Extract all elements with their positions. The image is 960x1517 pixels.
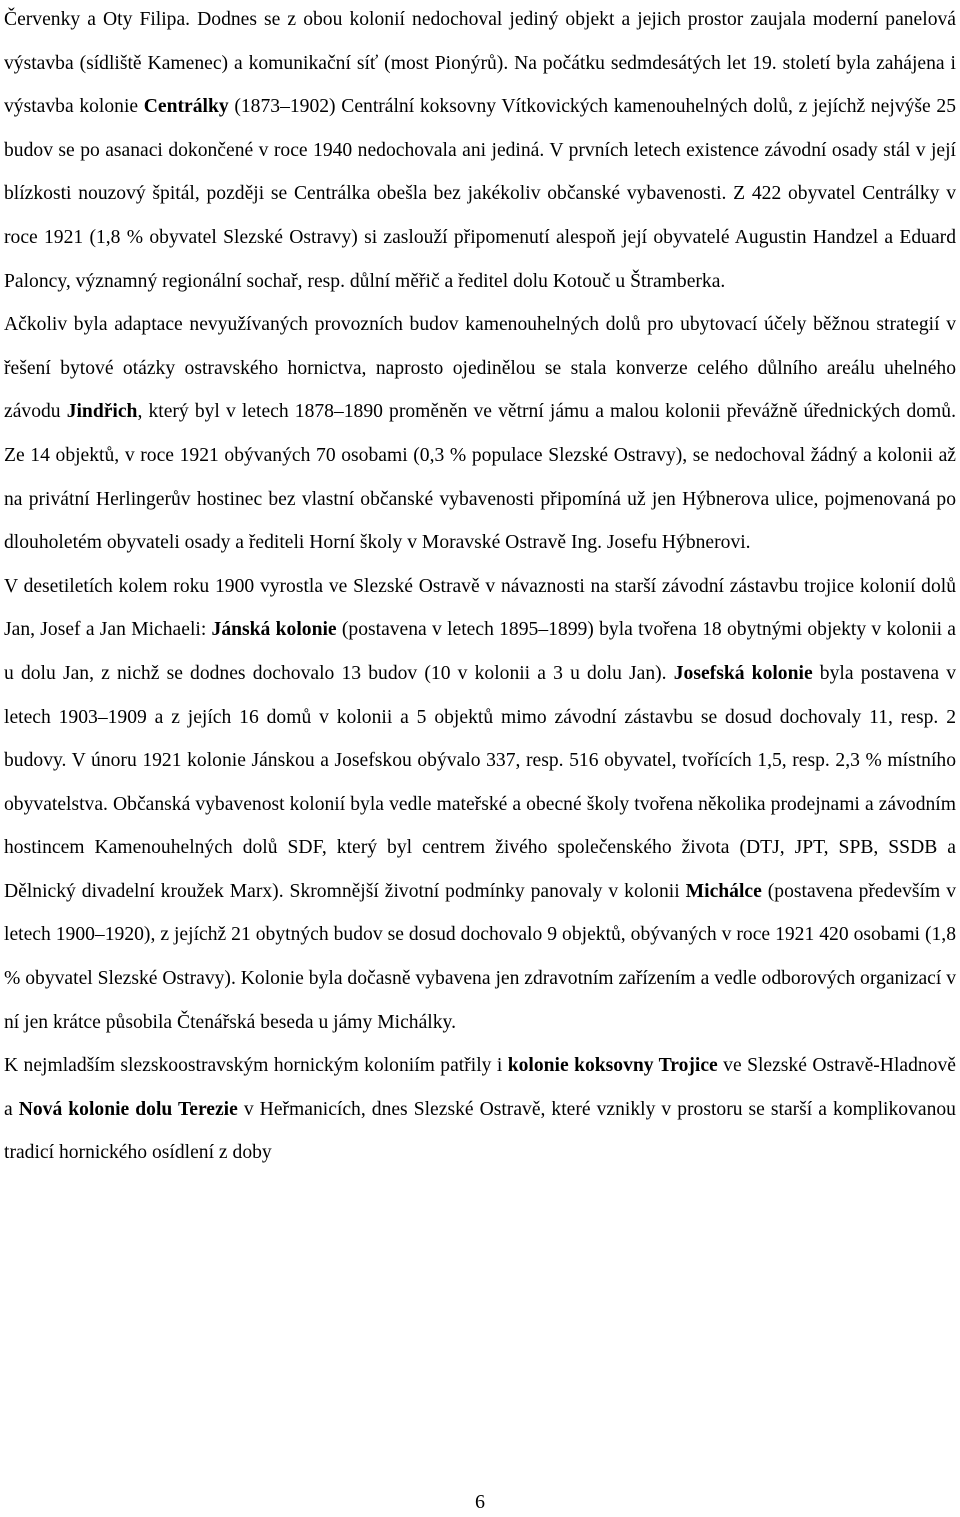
text-run: (1873–1902) Centrální koksovny Vítkovických kamenouhelných dolů, z jejíchž nejvýše 25 budov se po asanaci dokončené v roce 1940 nedochovala ani jediná. V prvních letech existence závodní osady stál v její blízkosti nouzový špitál, později se Centrálka obešla bez jakékoliv občanské vybavenosti. Z 422 obyvatel Centrálky v roce 1921 (1,8 % obyvatel Slezské Ostravy) si zaslouží připomenutí alespoň její obyvatelé Augustin Handzel a Eduard Paloncy, významný regionální sochař, resp. důlní měřič a ředitel dolu Kotouč u Štramberka. — [4, 96, 956, 292]
text-run: Ačkoliv byla adaptace nevyužívaných provozních budov kamenouhelných dolů pro ubytovací účely běžnou strategií v řešení bytové otázky ostravského hornictva, naprosto ojedinělou se stala konverze celého důlního areálu uhelného závodu — [4, 314, 956, 423]
bold-term-terezie: Nová kolonie dolu Terezie — [18, 1098, 238, 1120]
paragraph-jindrich — [4, 303, 956, 565]
text-run: , který byl v letech 1878–1890 proměněn ve větrní jámu a malou kolonii převážně úřednických domů. Ze 14 objektů, v roce 1921 obývaných 70 osobami (0,3 % populace Slezské Ostravy), se nedochoval žádný a kolonii až na privátní Herlingerův hostinec bez vlastní občanské vybavenosti připomíná už jen Hýbnerova ulice, pojmenovaná po dlouholetém obyvateli osady a řediteli Horní školy v Moravské Ostravě Ing. Josefu Hýbnerovi. — [4, 401, 956, 554]
text-run: (postavena především v letech 1900–1920), z jejíchž 21 obytných budov se dosud dochovalo 9 objektů, obývaných v roce 1921 420 osobami (1,8 % obyvatel Slezské Ostravy). Kolonie byla dočasně vybavena jen zdravotním zařízením a vedle odborových organizací v ní jen krátce působila Čtenářská beseda u jámy Michálky. — [4, 880, 956, 1033]
bold-term-josefska-kolonie: Josefská kolonie — [673, 662, 813, 684]
text-run: v Heřmanicích, dnes Slezské Ostravě, které vznikly v prostoru se starší a komplikovanou tradicí hornického osídlení z doby — [4, 1098, 956, 1164]
paragraph-trojice-terezie — [4, 1044, 956, 1175]
page-number: 6 — [475, 1491, 485, 1513]
text-run: Červenky a Oty Filipa. Dodnes se z obou kolonií nedochoval jediný objekt a jejich prostor zaujala moderní panelová výstavba (sídliště Kamenec) a komunikační síť (most Pionýrů). Na počátku sedmdesátých let 19. století byla zahájena i výstavba kolonie — [4, 9, 956, 118]
text-run: (postavena v letech 1895–1899) byla tvořena 18 obytnými objekty v kolonii a u dolu Jan, z nichž se dodnes dochovalo 13 budov (10 v kolonii a 3 u dolu Jan). — [4, 619, 956, 684]
document-page — [4, 0, 956, 1175]
bold-term-janska-kolonie: Jánská kolonie — [211, 619, 337, 641]
bold-term-jindrich: Jindřich — [66, 401, 138, 423]
paragraph-janska-josefska-michalka — [4, 565, 956, 1045]
text-run: K nejmladším slezskoostravským hornickým koloniím patřily i — [4, 1055, 508, 1077]
text-run: byla postavena v letech 1903–1909 a z jejích 16 domů v kolonii a 5 objektů mimo závodní zástavbu se dosud dochovaly 11, resp. 2 budovy. V únoru 1921 kolonie Jánskou a Josefskou obývalo 337, resp. 516 obyvatel, tvořících 1,5, resp. 2,3 % místního obyvatelstva. Občanská vybavenost kolonií byla vedle mateřské a obecné školy tvořena několika prodejnami a závodním hostincem Kamenouhelných dolů SDF, který byl centrem živého společenského života (DTJ, JPT, SPB, SSDB a Dělnický divadelní kroužek Marx). Skromnější životní podmínky panovaly v kolonii — [4, 662, 956, 902]
bold-term-centralky: Centrálky — [143, 96, 229, 118]
bold-term-trojice: kolonie koksovny Trojice — [507, 1055, 718, 1077]
paragraph-centralky — [4, 0, 956, 303]
text-run: ve Slezské Ostravě-Hladnově a — [4, 1055, 956, 1120]
bold-term-michalka: Michálce — [685, 880, 762, 902]
text-run: V desetiletích kolem roku 1900 vyrostla ve Slezské Ostravě v návaznosti na starší závodní zástavbu trojice kolonií dolů Jan, Josef a Jan Michaeli: — [4, 575, 956, 641]
